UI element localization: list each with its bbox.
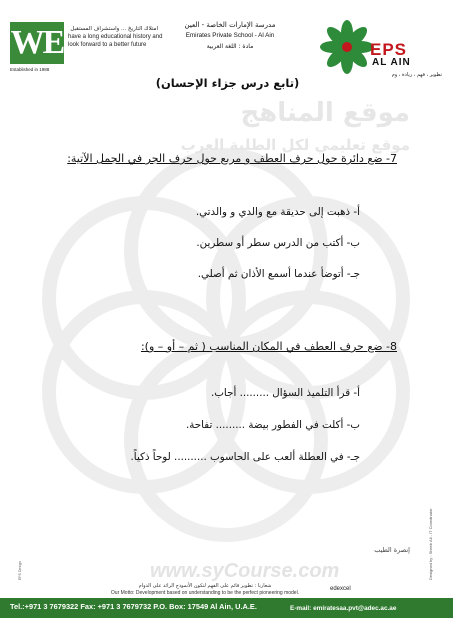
- school-name-ar: مدرسة الإمارات الخاصة - العين: [184, 21, 276, 29]
- we-tagline-ar: امتلاك التاريخ ... واستشراف المستقبل: [70, 26, 158, 32]
- question-8-item-c: جـ- في العطلة ألعب على الحاسوب .......... لوحاً ذكياً.: [130, 451, 360, 463]
- footer-contact: Tel.:+971 3 7679322 Fax: +971 3 7679732 P.O. Box: 17549 Al Ain, U.A.E.: [10, 602, 257, 611]
- edexcel-logo: edexcel: [330, 586, 351, 592]
- footer-email: E-mail: emiratesaa.pvt@adec.ac.ae: [290, 605, 397, 612]
- question-8-prompt: 8- ضع حرف العطف في المكان المناسب ( ثم – أو – و):: [140, 340, 397, 353]
- motto-ar: شعارنا : تطوير قائم على الفهم لتكون الأنموذج الرائد على الدوام: [138, 583, 272, 589]
- question-7-item-c: جـ- أتوضأ عندما أسمع الأذان ثم أصلي.: [197, 268, 360, 280]
- teacher-name: إنصرة الطيب: [374, 546, 410, 554]
- eps-clover-logo: [318, 18, 376, 76]
- worksheet-title: (تابع درس جزاء الإحسان): [155, 76, 300, 90]
- question-7-prompt: 7- ضع دائرة حول حرف العطف و مربع حول حرف الجر في الجمل الآتية:: [67, 152, 397, 165]
- we-established-label: Established in 1988: [10, 67, 50, 72]
- sycourse-watermark: www.syCourse.com: [150, 560, 340, 582]
- site-watermark-sub: موقع تعليمي لكل الطلبة العرب: [180, 136, 410, 154]
- side-credit: [428, 470, 436, 580]
- subject-label: مادة : اللغة العربية: [206, 43, 254, 50]
- question-8-item-b: ب- أكلت في الفطور بيضة ......... تفاحة.: [185, 419, 360, 431]
- side-credit-text: Designed by : Sheeb Ali - IT Coordinator: [428, 508, 433, 580]
- we-logo: WE: [10, 22, 64, 64]
- site-watermark: موقع المناهج: [240, 98, 410, 128]
- question-7-item-a: أ- ذهبت إلى حديقة مع والدي و والدتي.: [195, 206, 360, 218]
- question-8-item-a: أ- قرأ التلميذ السؤال ......... أجاب.: [210, 387, 360, 399]
- left-credit: [18, 470, 26, 580]
- eps-slogan: تطوير ، فهم ، ريادة ، وم: [391, 72, 442, 78]
- eps-logo-text: EPS: [370, 40, 408, 59]
- left-credit-text: EPS Design: [18, 561, 22, 580]
- motto-en: Our Motto: Development based on understanding to be the perfect pioneering model.: [110, 590, 300, 596]
- question-7-item-b: ب- أكتب من الدرس سطر أو سطرين.: [196, 237, 360, 249]
- school-name-en: Emirates Private School - Al Ain: [185, 32, 275, 39]
- eps-location-text: AL AIN: [372, 57, 411, 68]
- we-tagline-en: have a long educational history and look forward to a better future: [68, 34, 163, 48]
